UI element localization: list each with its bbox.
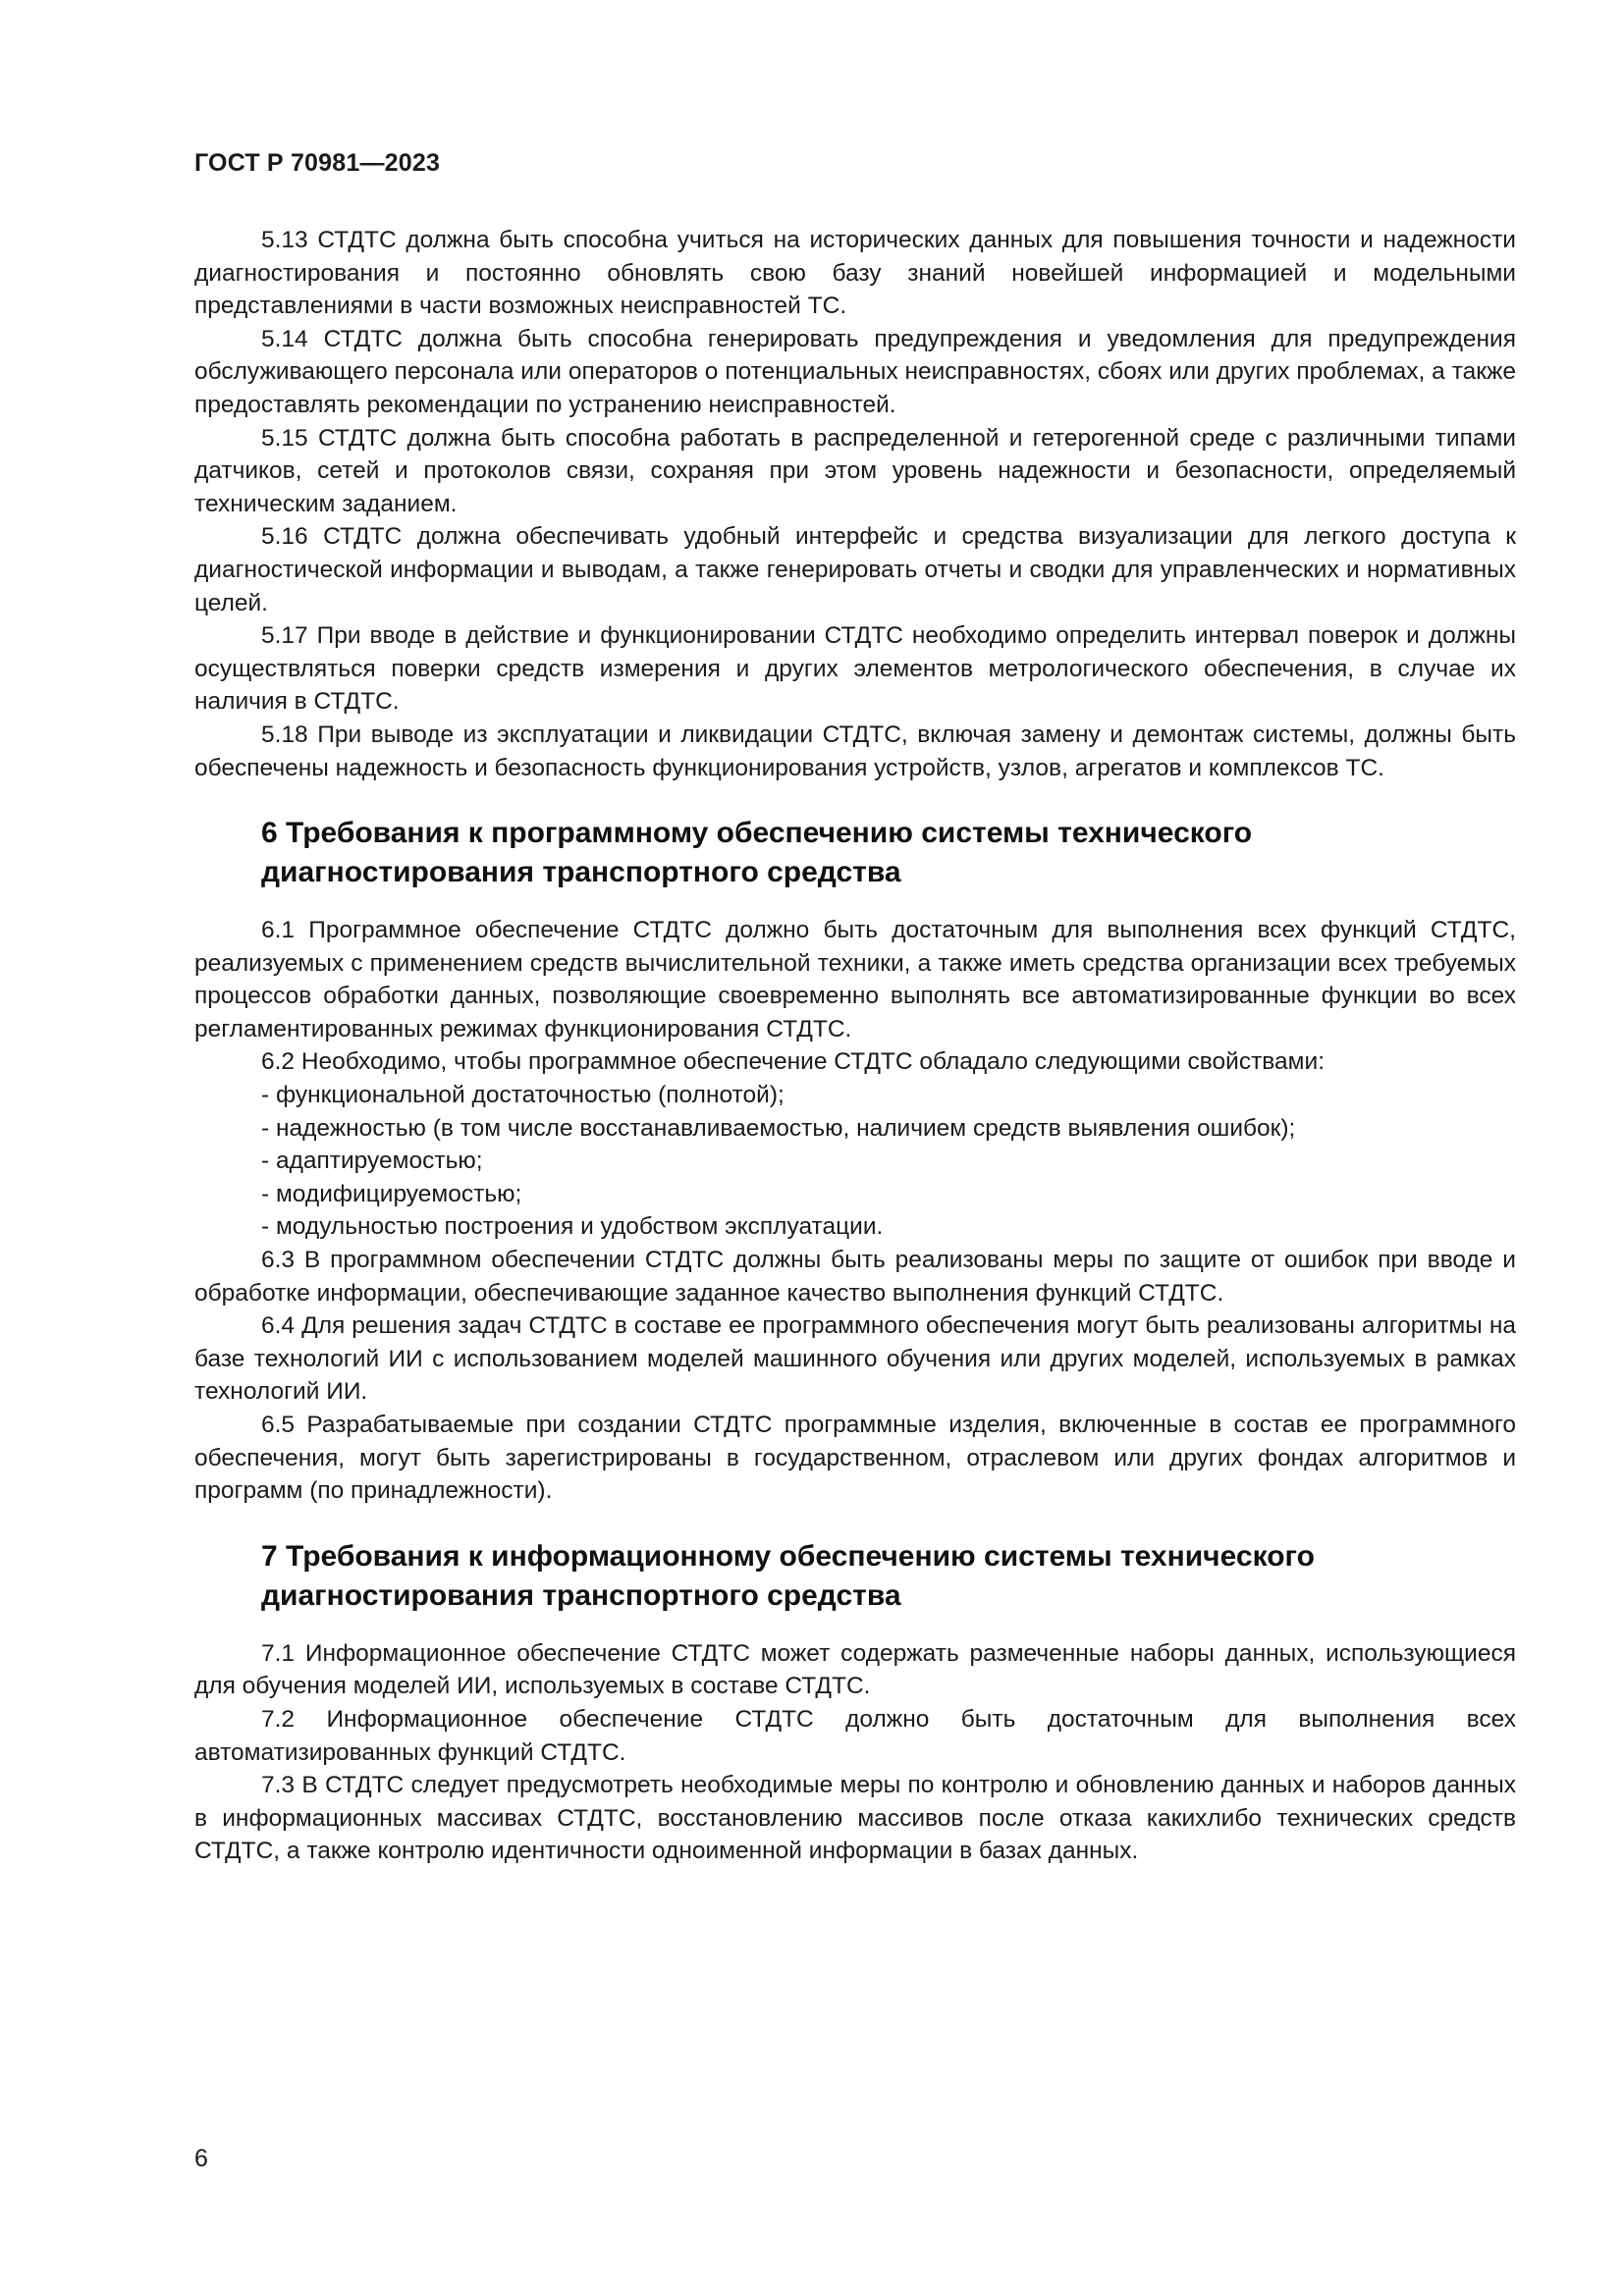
list-item: - функциональной достаточностью (полнотой); [261,1082,785,1109]
paragraph-6-3: 6.3 В программном обеспечении СТДТС должны быть реализованы меры по защите от ошибок при вводе и обработке информации, обеспечивающие заданное качество выполнения функций СТДТС. [194,1247,1516,1307]
paragraph-7-3: 7.3 В СТДТС следует предусмотреть необходимые меры по контролю и обновлению данных и наборов данных в информационных массивах СТДТС, восстановлению массивов после отказа какихлибо технических средств СТДТС, а также контролю идентичности одноименной информации в базах данных. [194,1772,1516,1865]
paragraph-5-17: 5.17 При вводе в действие и функционировании СТДТС необходимо определить интервал поверок и должны осуществляться поверки средств измерения и других элементов метрологического обеспечения, в случае их наличия в СТДТС. [194,622,1516,716]
paragraph-5-14: 5.14 СТДТС должна быть способна генерировать предупреждения и уведомления для предупреждения обслуживающего персонала или операторов о потенциальных неисправностях, сбоях или других проблемах, а также предоставлять рекомендации по устранению неисправностей. [194,325,1516,418]
paragraph-6-1: 6.1 Программное обеспечение СТДТС должно быть достаточным для выполнения всех функций СТДТС, реализуемых с применением средств вычислительной техники, а также иметь средства организации всех требуемых процессов обработки данных, позволяющие своевременно выполнять все автоматизированные функции во всех регламентированных режимах функционирования СТДТС. [194,917,1516,1042]
paragraph-7-2: 7.2 Информационное обеспечение СТДТС должно быть достаточным для выполнения всех автоматизированных функций СТДТС. [194,1705,1516,1766]
paragraph-6-2: 6.2 Необходимо, чтобы программное обеспечение СТДТС обладало следующими свойствами: [261,1048,1326,1076]
section-7-heading: 7 Требования к информационному обеспечению системы технического диагностирования транспортного средства [261,1539,1315,1612]
paragraph-5-18: 5.18 При выводе из эксплуатации и ликвидации СТДТС, включая замену и демонтаж системы, должны быть обеспечены надежность и безопасность функционирования устройств, узлов, агрегатов и комплексов ТС. [194,721,1516,781]
paragraph-5-15: 5.15 СТДТС должна быть способна работать в распределенной и гетерогенной среде с различными типами датчиков, сетей и протоколов связи, сохраняя при этом уровень надежности и безопасности, определяемый техническим заданием. [194,424,1516,517]
paragraph-7-1: 7.1 Информационное обеспечение СТДТС может содержать размеченные наборы данных, использующиеся для обучения моделей ИИ, используемых в составе СТДТС. [194,1639,1516,1700]
list-item: - модульностью построения и удобством эксплуатации. [261,1213,884,1241]
document-code: ГОСТ Р 70981—2023 [194,149,441,177]
list-item: - адаптируемостью; [261,1148,483,1175]
document-body [194,224,1516,1868]
paragraph-5-13: 5.13 СТДТС должна быть способна учиться на исторических данных для повышения точности и надежности диагностирования и постоянно обновлять свою базу знаний новейшей информацией и модельными представлениями в части возможных неисправностей ТС. [194,227,1516,320]
paragraph-6-4: 6.4 Для решения задач СТДТС в составе ее программного обеспечения могут быть реализованы алгоритмы на базе технологий ИИ с использованием моделей машинного обучения или других моделей, используемых в рамках технологий ИИ. [194,1312,1516,1406]
paragraph-6-5: 6.5 Разрабатываемые при создании СТДТС программные изделия, включенные в состав ее программного обеспечения, могут быть зарегистрированы в государственном, отраслевом или других фондах алгоритмов и программ (по принадлежности). [194,1412,1516,1505]
list-item: - модифицируемостью; [261,1180,522,1207]
paragraph-5-16: 5.16 СТДТС должна обеспечивать удобный интерфейс и средства визуализации для легкого доступа к диагностической информации и выводам, а также генерировать отчеты и сводки для управленческих и нормативных целей. [194,523,1516,616]
page-number: 6 [194,2145,208,2172]
list-item: - надежностью (в том числе восстанавливаемостью, наличием средств выявления ошибок); [261,1114,1296,1142]
section-6-heading: 6 Требования к программному обеспечению системы технического диагностирования транспортного средства [261,817,1253,889]
